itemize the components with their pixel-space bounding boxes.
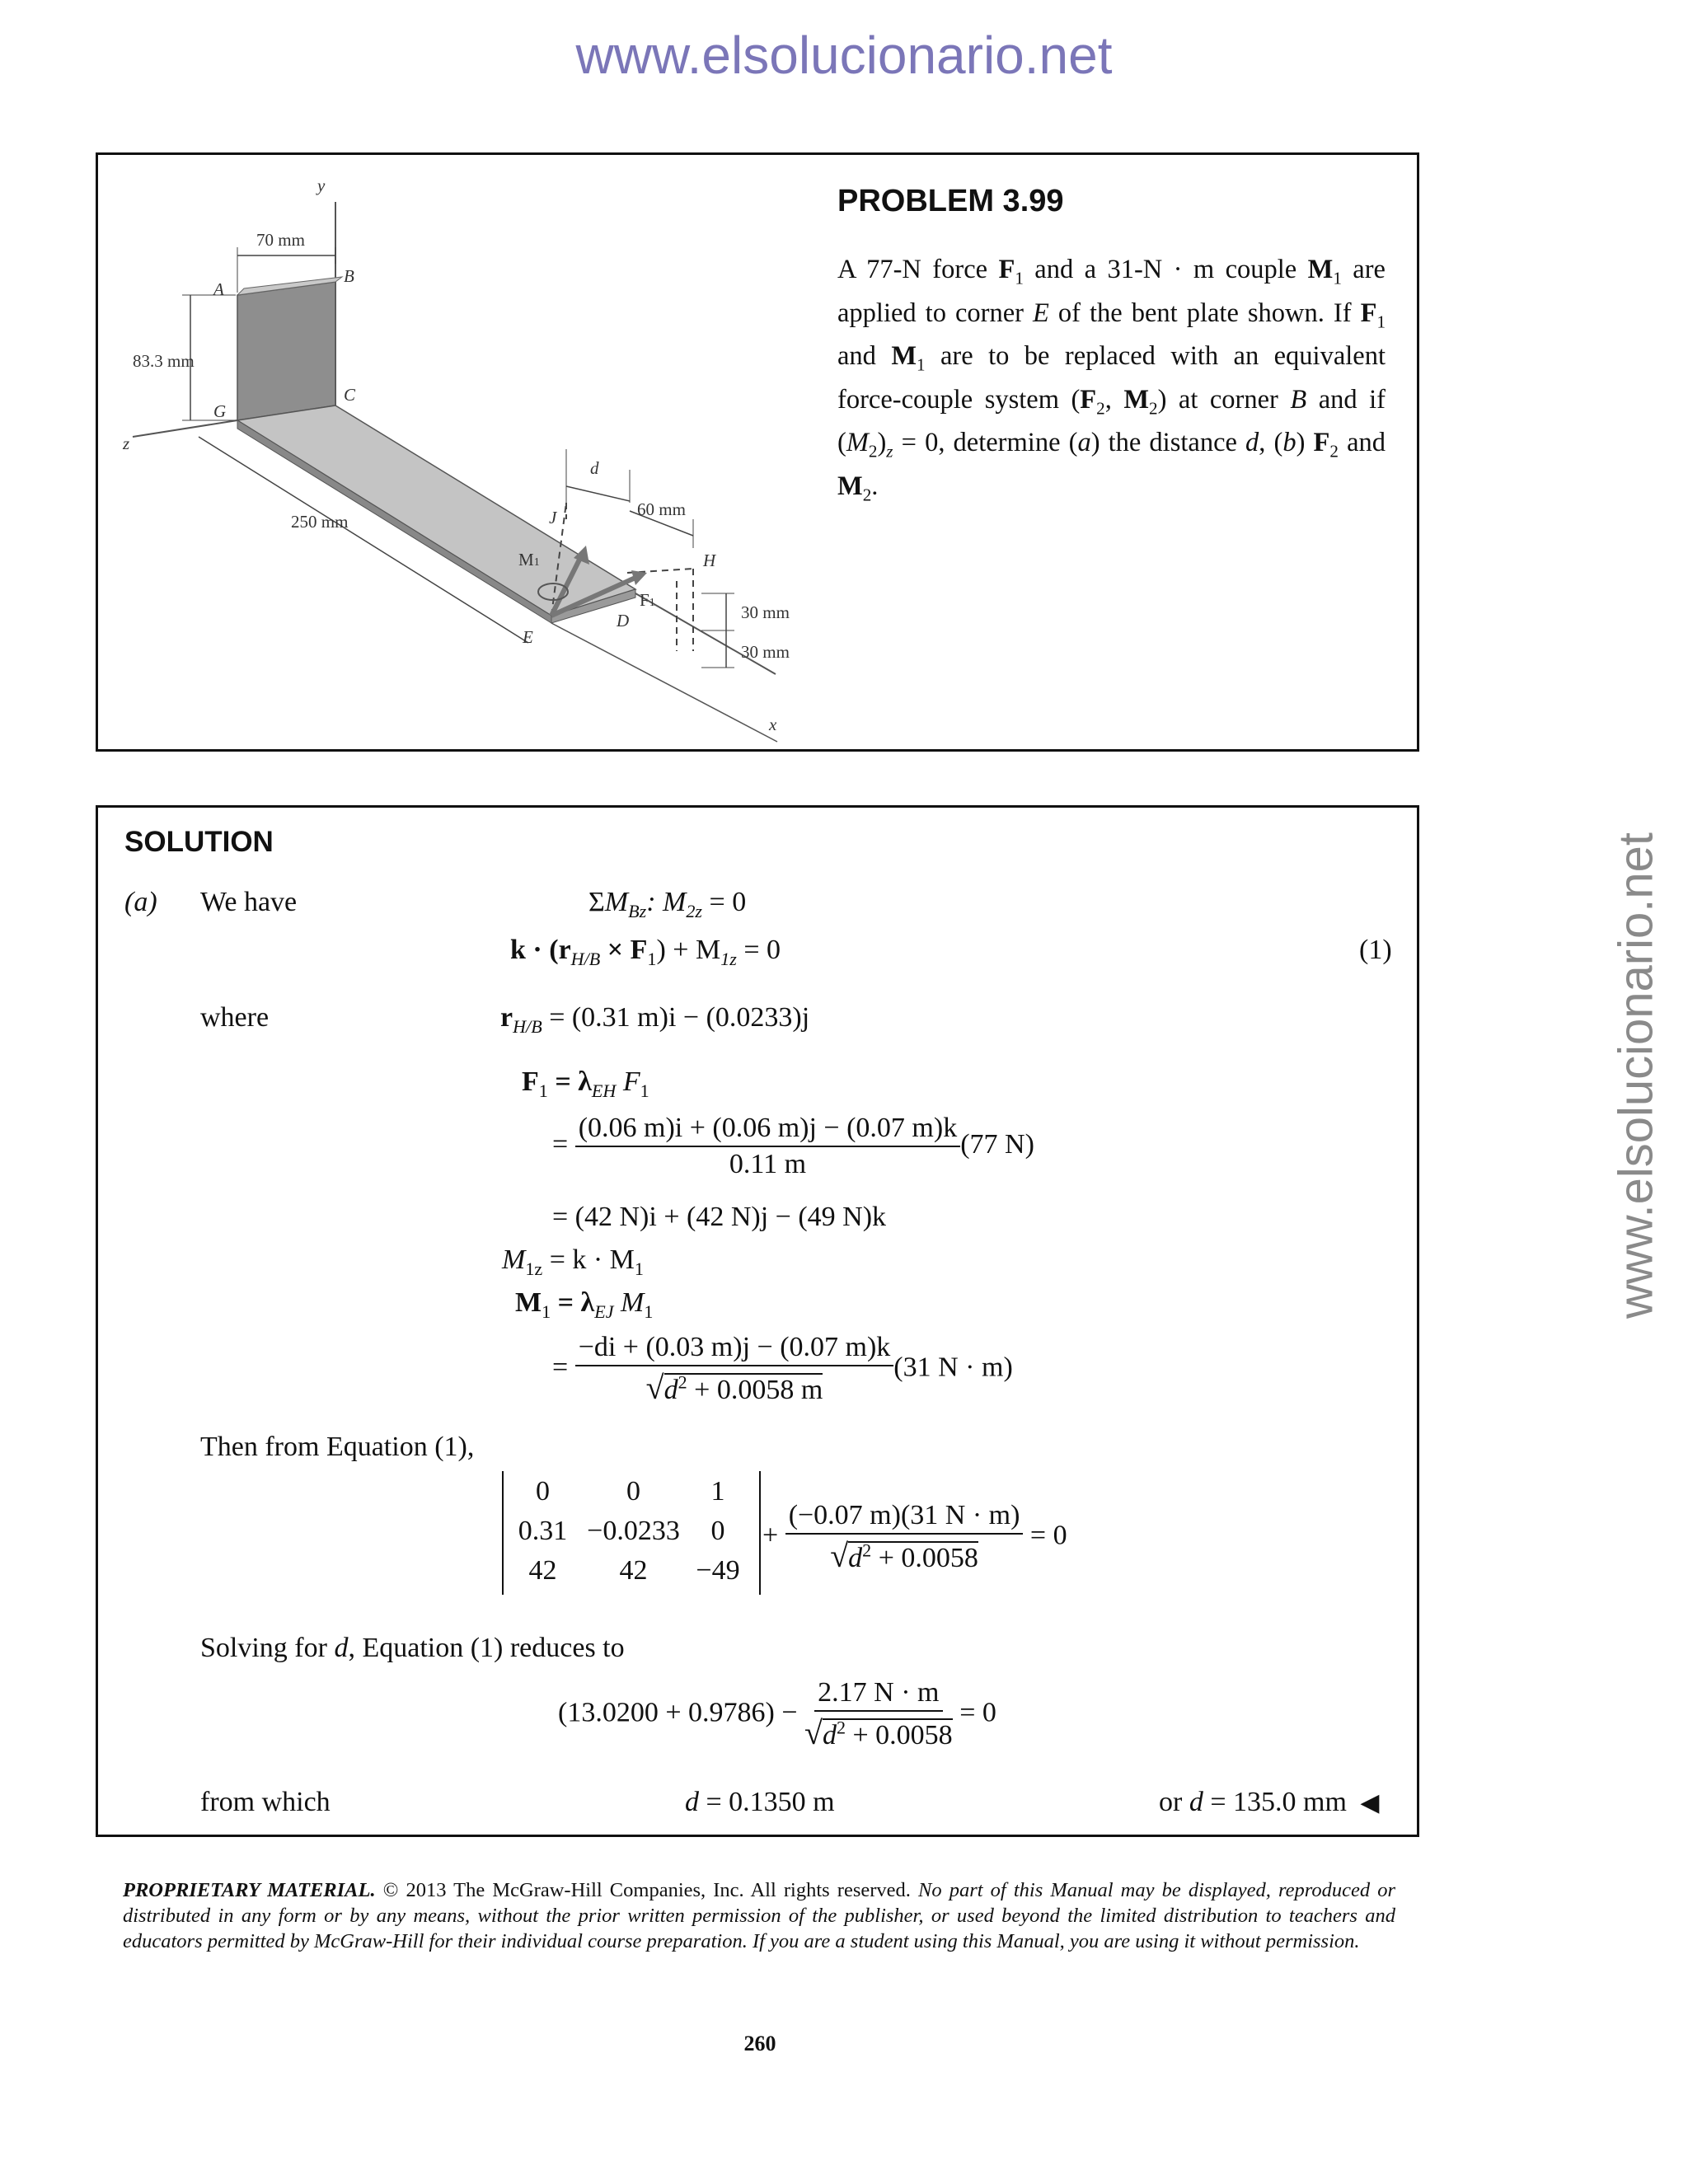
vertical-plate (237, 282, 335, 420)
label-D: D (617, 611, 630, 630)
eq-sum-moment: $\Sigma M_{Bz}$: $M_{2z} = 0$ (588, 887, 747, 921)
solving-label: Solving for d, Equation (1) reduces to (200, 1633, 625, 1663)
horizontal-plate (237, 405, 635, 616)
reduced-equation: (13.0200 + 0.9786) − $\frac{2.17 N \cdot m}{√d^2 + 0.0058}$ = 0 (558, 1677, 996, 1751)
dim-83: 83.3 mm (133, 351, 195, 371)
label-F1: F1 (640, 590, 655, 610)
problem-title: PROBLEM 3.99 (837, 184, 1064, 218)
label-H: H (703, 551, 716, 570)
label-x: x (769, 715, 777, 734)
dim-60: 60 mm (637, 499, 686, 519)
equation-1-tag: (1) (1359, 935, 1392, 965)
copyright-notice: PROPRIETARY MATERIAL. © 2013 The McGraw-Hill Companies, Inc. All rights reserved. No part of this Manual may be displayed, reproduced or distributed in any form or by any means, without the prior written permission of the publisher, or used beyond the limited distribution to teachers and educators permitted by McGraw-Hill for their individual course preparation. If you are a student using this Manual, you are using it without permission. (123, 1879, 1396, 1952)
label-d: d (590, 458, 599, 478)
label-E: E (523, 627, 533, 647)
where-label: where (200, 1002, 270, 1033)
label-M1: M1 (518, 550, 540, 569)
result-d-meters: d = 0.1350 m (685, 1787, 835, 1817)
from-which-label: from which (200, 1787, 331, 1817)
solution-heading: SOLUTION (124, 826, 274, 858)
then-from-label: Then from Equation (1), (200, 1432, 475, 1462)
label-y: y (317, 176, 326, 195)
eq-rHB: $r_{H/B} = (0.31$ m)i − (0.0233)j (500, 1002, 810, 1037)
problem-box (96, 152, 1419, 752)
solution-box (96, 805, 1419, 1837)
dim-70: 70 mm (256, 230, 305, 250)
z-axis (133, 420, 237, 437)
dim-30-lower: 30 mm (741, 642, 790, 662)
eq-M1-def: $M_1 = \lambda_{EJ}$ $M_1$ (515, 1287, 654, 1322)
we-have-label: We have (200, 887, 298, 917)
watermark-top: www.elsolucionario.net (575, 26, 1113, 85)
eq-F1-result: = (42 N)i + (42 N)j − (49 N)k (552, 1202, 887, 1232)
dim-250: 250 mm (291, 512, 349, 532)
bent-plate-figure (100, 157, 817, 750)
equation-1: $k \cdot (r_{H/B} \times F_1) + M_{1z} = 0$ (510, 935, 781, 969)
determinant: 0 0 1 0.31 −0.0233 0 42 42 −49 (502, 1471, 761, 1595)
eq-F1-fraction: = $\frac{(0.06 m)i + (0.06 m)j - (0.07 m)k}{0.11 m}$ (77 N) (552, 1113, 1034, 1179)
label-A: A (213, 279, 224, 299)
label-J: J (549, 508, 557, 527)
eq-M1z: $M_{1z} = k \cdot M_1$ (502, 1244, 644, 1279)
eq-F1-def: $F_1 = \lambda_{EH}$ $F_1$ (522, 1066, 649, 1101)
label-G: G (213, 401, 227, 421)
det-plus-fraction: + $\frac{(-0.07 m)(31 N \cdot m)}{√d^2 + 0.0058}$ = 0 (762, 1500, 1067, 1574)
label-B: B (344, 266, 354, 286)
result-d-mm: or d = 135.0 mm ◀ (1159, 1787, 1380, 1817)
dim-30-upper: 30 mm (741, 602, 790, 622)
label-z: z (123, 434, 130, 453)
watermark-side: www.elsolucionario.net (1609, 832, 1663, 1319)
problem-statement: A 77-N force $F_1$ and a 31-N · m couple $M_1$ are applied to corner E of the bent plate shown. If $F_1$ and $M_1$ are to be replaced with an equivalent force-couple system ($F_2$, $M_2$) at corner B and if $(M_2)_z = 0$, determine (a) the distance d, (b) $F_2$ and $M_2$. (837, 255, 1386, 504)
part-a-label: (a) (124, 887, 157, 917)
eq-M1-fraction: = $\frac{-di + (0.03 m)j - (0.07 m)k}{√d^2 + 0.0058 m}$ (31 N · m) (552, 1332, 1013, 1406)
label-C: C (344, 385, 356, 405)
answer-marker-icon: ◀ (1360, 1789, 1380, 1816)
page-number: 260 (743, 2032, 776, 2055)
